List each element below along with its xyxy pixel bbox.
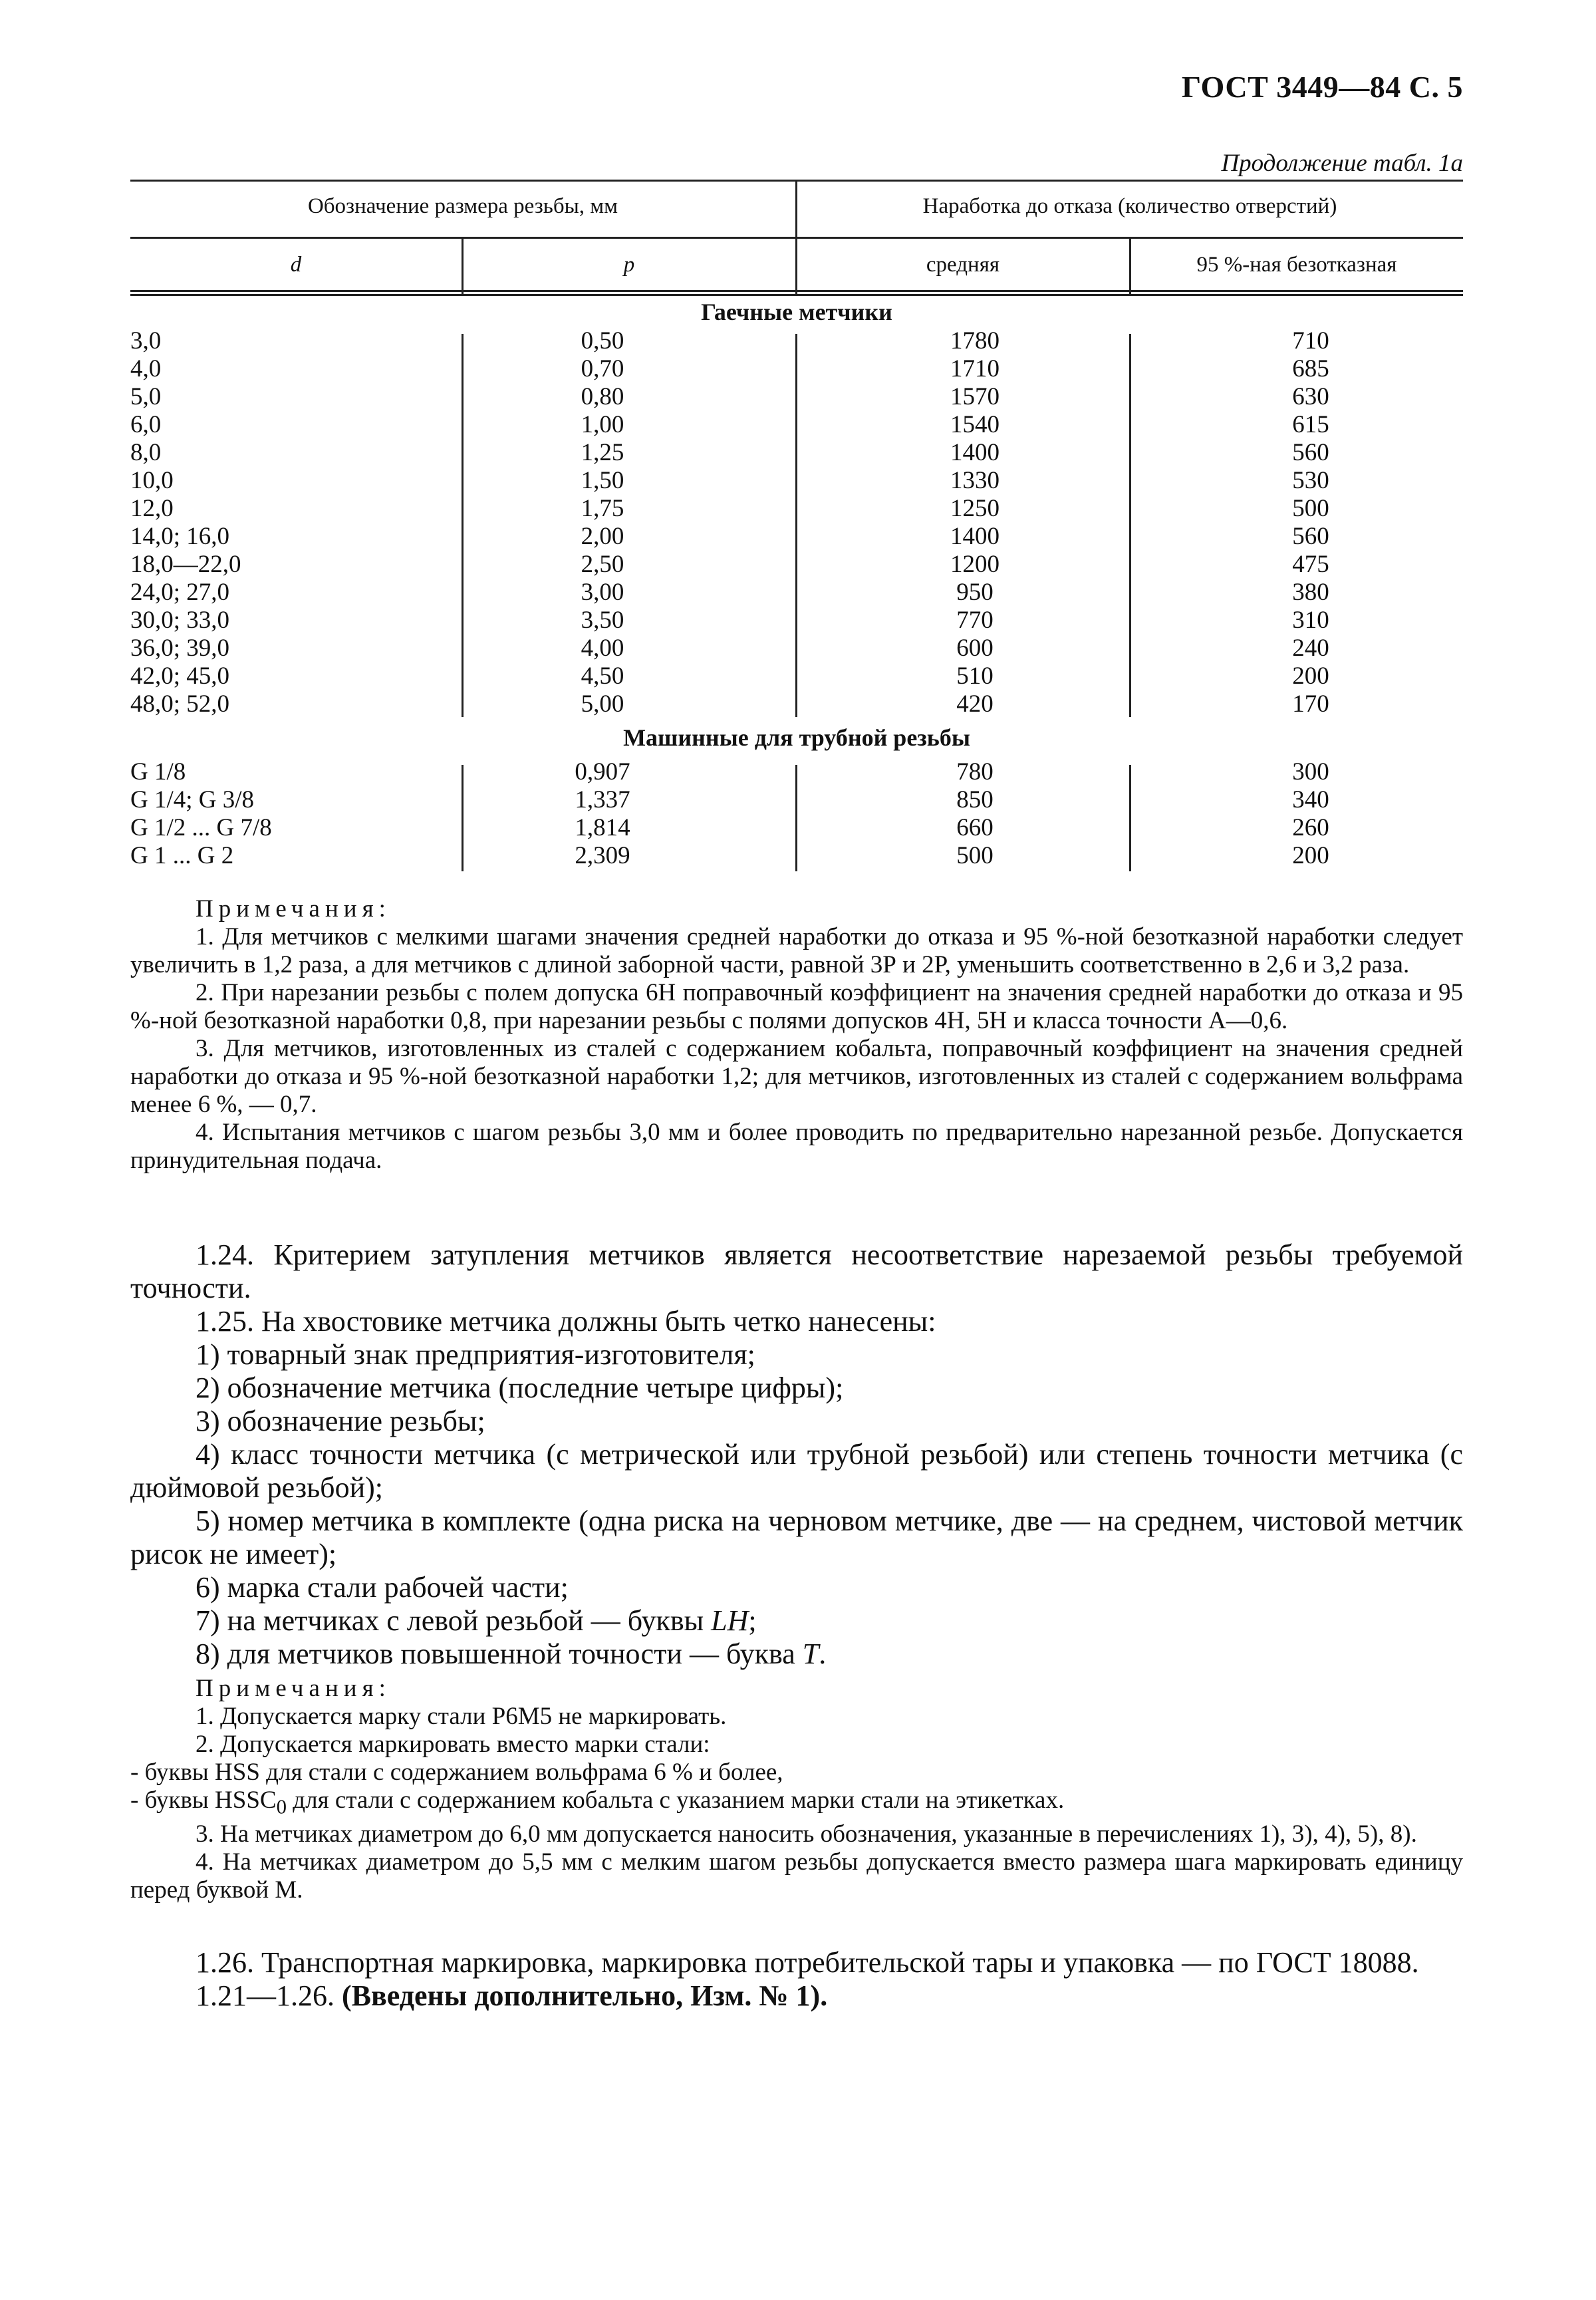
header-vline-main xyxy=(795,180,797,294)
cell-avg: 1570 xyxy=(950,383,999,410)
list-item-7-end: ; xyxy=(748,1604,757,1637)
cell-d: G 1/8 xyxy=(130,758,186,786)
body-section-1-24 xyxy=(130,1238,1463,1671)
cell-95: 340 xyxy=(1292,786,1329,813)
cell-avg: 510 xyxy=(956,662,994,690)
cell-d: 8,0 xyxy=(130,439,162,466)
section-title-nut-taps: Гаечные метчики xyxy=(701,299,892,325)
note-1-2: 2. При нарезании резьбы с полем допуска 6Н поправочный коэффициент на значения средней наработки до отказа и 95 %-ной безотказной наработки 0,8, при нарезании резьбы с полями допусков 4Н, 5Н и класса точности А—0,6. xyxy=(130,979,1463,1034)
header-thread-size: Обозначение размера резьбы, мм xyxy=(307,194,618,218)
cell-p: 2,00 xyxy=(581,523,624,550)
cell-d: 6,0 xyxy=(130,411,162,438)
notes-block-2 xyxy=(130,1675,1463,1904)
list-item-8 xyxy=(130,1638,1463,1671)
col-divider-avg-95-1 xyxy=(1129,334,1131,717)
cell-95: 560 xyxy=(1292,439,1329,466)
cell-d: 48,0; 52,0 xyxy=(130,690,230,718)
cell-95: 200 xyxy=(1292,662,1329,690)
amendment-ref: 1.21—1.26. xyxy=(196,1979,342,2012)
cell-d: G 1/4; G 3/8 xyxy=(130,786,255,813)
cell-95: 240 xyxy=(1292,635,1329,662)
list-item-8-t: T xyxy=(802,1638,819,1670)
cell-p: 1,337 xyxy=(575,786,630,813)
cell-95: 530 xyxy=(1292,467,1329,494)
cell-avg: 1780 xyxy=(950,327,999,355)
cell-d: 24,0; 27,0 xyxy=(130,579,230,606)
list-item-6: 6) марка стали рабочей части; xyxy=(196,1571,569,1604)
note-2-1: 1. Допускается марку стали Р6М5 не маркировать. xyxy=(196,1703,727,1730)
cell-p: 0,50 xyxy=(581,327,624,355)
notes-heading-1: Примечания: xyxy=(196,895,391,923)
cell-avg: 1540 xyxy=(950,411,999,438)
cell-d: 5,0 xyxy=(130,383,162,410)
cell-d: 36,0; 39,0 xyxy=(130,635,230,662)
cell-p: 5,00 xyxy=(581,690,624,718)
cell-d: 42,0; 45,0 xyxy=(130,662,230,690)
cell-avg: 420 xyxy=(956,690,994,718)
cell-avg: 660 xyxy=(956,814,994,841)
col-divider-d-p-2 xyxy=(462,765,464,871)
cell-avg: 1400 xyxy=(950,439,999,466)
cell-d: G 1/2 ... G 7/8 xyxy=(130,814,272,841)
list-item-7-text: 7) на метчиках с левой резьбой — буквы xyxy=(196,1604,712,1637)
cell-95: 260 xyxy=(1292,814,1329,841)
list-item-1: 1) товарный знак предприятия-изготовителя; xyxy=(196,1338,755,1371)
note-2-3: 3. На метчиках диаметром до 6,0 мм допускается наносить обозначения, указанные в перечислениях 1), 3), 4), 5), 8). xyxy=(196,1820,1417,1848)
cell-d: 18,0—22,0 xyxy=(130,551,241,578)
cell-avg: 1710 xyxy=(950,355,999,382)
note-1-1: 1. Для метчиков с мелкими шагами значения средней наработки до отказа и 95 %-ной безотказной наработки следует увеличить в 1,2 раза, а для метчиков с длиной заборной части, равной 3Р и 2Р, уменьшить соответственно в 2,6 и 3,2 раза. xyxy=(130,923,1463,978)
cell-p: 1,25 xyxy=(581,439,624,466)
cell-p: 1,814 xyxy=(575,814,630,841)
header-col-p: p xyxy=(623,253,635,277)
list-item-7 xyxy=(130,1604,1463,1638)
para-amendment xyxy=(130,1979,1463,2013)
cell-p: 3,50 xyxy=(581,607,624,634)
para-1-26: 1.26. Транспортная маркировка, маркировка потребительской тары и упаковка — по ГОСТ 18088. xyxy=(196,1946,1419,1979)
list-item-3: 3) обозначение резьбы; xyxy=(196,1405,485,1437)
cell-avg: 1400 xyxy=(950,523,999,550)
cell-p: 1,00 xyxy=(581,411,624,438)
cell-95: 200 xyxy=(1292,842,1329,869)
list-item-5: 5) номер метчика в комплекте (одна риска на черновом метчике, две — на среднем, чистовой метчик рисок не имеет); xyxy=(130,1505,1463,1570)
body-section-1-26 xyxy=(130,1946,1463,2013)
cell-95: 475 xyxy=(1292,551,1329,578)
amendment-note: (Введены дополнительно, Изм. № 1). xyxy=(342,1979,828,2012)
cell-95: 380 xyxy=(1292,579,1329,606)
cell-d: 3,0 xyxy=(130,327,162,355)
notes-heading-2: Примечания: xyxy=(196,1675,391,1702)
header-col-95: 95 %-ная безотказная xyxy=(1196,253,1397,277)
section-title-pipe-taps: Машинные для трубной резьбы xyxy=(623,724,970,751)
col-divider-p-avg-1 xyxy=(795,334,797,717)
cell-p: 0,80 xyxy=(581,383,624,410)
cell-p: 4,50 xyxy=(581,662,624,690)
note-2-2: 2. Допускается маркировать вместо марки стали: xyxy=(196,1731,710,1758)
cell-95: 710 xyxy=(1292,327,1329,355)
cell-avg: 780 xyxy=(956,758,994,786)
header-col-avg: средняя xyxy=(926,253,1000,277)
note-2-2a: - буквы HSS для стали с содержанием вольфрама 6 % и более, xyxy=(130,1759,783,1786)
cell-95: 310 xyxy=(1292,607,1329,634)
cell-avg: 500 xyxy=(956,842,994,869)
note-2-2b xyxy=(130,1787,1463,1820)
header-durability: Наработка до отказа (количество отверстий) xyxy=(922,194,1337,218)
cell-avg: 1250 xyxy=(950,495,999,522)
header-bottom-rule-2 xyxy=(130,294,1463,296)
cell-avg: 950 xyxy=(956,579,994,606)
cell-95: 630 xyxy=(1292,383,1329,410)
para-1-25: 1.25. На хвостовике метчика должны быть четко нанесены: xyxy=(196,1305,936,1338)
note-2-2b-post: для стали с содержанием кобальта с указанием марки стали на этикетках. xyxy=(287,1787,1065,1814)
list-item-7-lh: LH xyxy=(711,1604,749,1637)
cell-p: 0,70 xyxy=(581,355,624,382)
cell-p: 1,75 xyxy=(581,495,624,522)
col-divider-p-avg-2 xyxy=(795,765,797,871)
cell-95: 300 xyxy=(1292,758,1329,786)
note-1-3: 3. Для метчиков, изготовленных из сталей с содержанием кобальта, поправочный коэффициент на значения средней наработки до отказа и 95 %-ной безотказной наработки 1,2; для метчиков, изготовленных из сталей с содержанием вольфрама менее 6 %, — 0,7. xyxy=(130,1035,1463,1118)
cell-avg: 600 xyxy=(956,635,994,662)
cell-95: 685 xyxy=(1292,355,1329,382)
cell-p: 3,00 xyxy=(581,579,624,606)
cell-d: 14,0; 16,0 xyxy=(130,523,230,550)
note-2-4: 4. На метчиках диаметром до 5,5 мм с мелким шагом резьбы допускается вместо размера шага маркировать единицу перед буквой М. xyxy=(130,1848,1463,1904)
cell-95: 500 xyxy=(1292,495,1329,522)
cell-p: 2,50 xyxy=(581,551,624,578)
header-vline-d-p xyxy=(462,237,464,294)
cell-avg: 1200 xyxy=(950,551,999,578)
list-item-8-text: 8) для метчиков повышенной точности — буква xyxy=(196,1638,803,1670)
cell-d: 30,0; 33,0 xyxy=(130,607,230,634)
cell-p: 1,50 xyxy=(581,467,624,494)
header-col-d: d xyxy=(290,253,302,277)
cell-avg: 850 xyxy=(956,786,994,813)
cell-95: 615 xyxy=(1292,411,1329,438)
cell-p: 2,309 xyxy=(575,842,630,869)
note-2-2b-pre: - буквы HSSC xyxy=(130,1787,277,1814)
cell-95: 560 xyxy=(1292,523,1329,550)
col-divider-avg-95-2 xyxy=(1129,765,1131,871)
cell-avg: 1330 xyxy=(950,467,999,494)
header-vline-avg-95 xyxy=(1129,237,1131,294)
list-item-2: 2) обозначение метчика (последние четыре цифры); xyxy=(196,1371,844,1404)
notes-block-1 xyxy=(130,895,1463,1175)
cell-d: 12,0 xyxy=(130,495,174,522)
cell-95: 170 xyxy=(1292,690,1329,718)
cell-d: 10,0 xyxy=(130,467,174,494)
note-1-4: 4. Испытания метчиков с шагом резьбы 3,0 мм и более проводить по предварительно нарезанной резьбе. Допускается принудительная подача. xyxy=(130,1119,1463,1174)
cell-p: 4,00 xyxy=(581,635,624,662)
col-divider-d-p-1 xyxy=(462,334,464,717)
page-header: ГОСТ 3449—84 С. 5 xyxy=(1181,70,1463,104)
cell-avg: 770 xyxy=(956,607,994,634)
cell-p: 0,907 xyxy=(575,758,630,786)
para-1-24: 1.24. Критерием затупления метчиков является несоответствие нарезаемой резьбы требуемой точности. xyxy=(130,1238,1463,1304)
cell-d: 4,0 xyxy=(130,355,162,382)
cell-d: G 1 ... G 2 xyxy=(130,842,234,869)
list-item-8-end: . xyxy=(819,1638,827,1670)
note-2-2b-sub: 0 xyxy=(276,1795,287,1818)
table-caption: Продолжение табл. 1а xyxy=(1221,150,1463,177)
list-item-4: 4) класс точности метчика (с метрической или трубной резьбой) или степень точности метчика (с дюймовой резьбой); xyxy=(130,1438,1463,1504)
